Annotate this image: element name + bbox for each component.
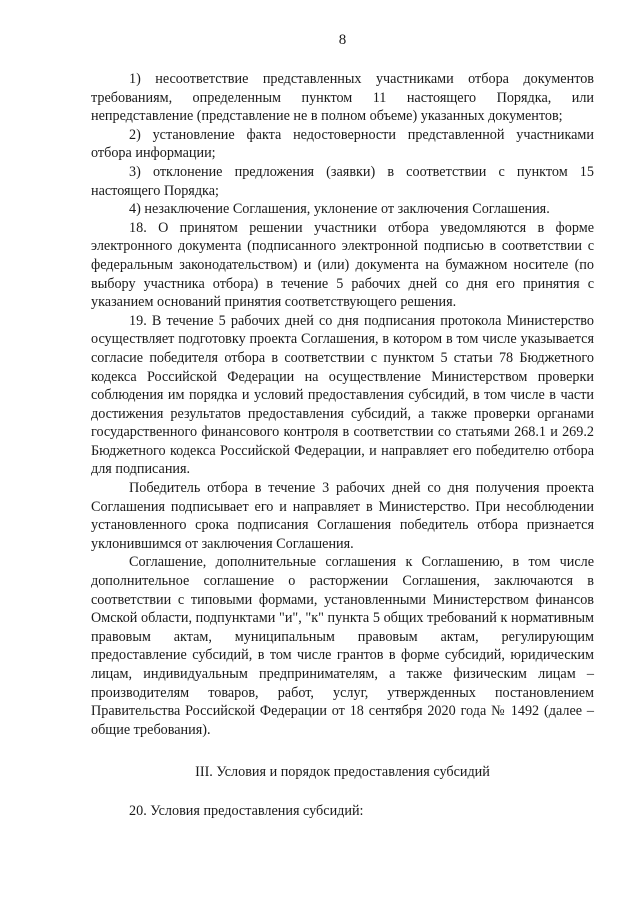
paragraph-clause-19: 19. В течение 5 рабочих дней со дня подписания протокола Министерство осуществляет подготовку проекта Соглашения, в котором в том числе указывается согласие победителя отбора в соответствии с пунктом 5 статьи 78 Бюджетного кодекса Российской Федерации на осуществление Министерством проверки соблюдения им порядка и условий предоставления субсидий, в том числе в части достижения результатов предоставления субсидий, а также проверки органами государственного финансового контроля в соответствии со статьями 268.1 и 269.2 Бюджетного кодекса Российской Федерации, и направляет его победителю отбора для подписания. <box>91 312 594 478</box>
document-body <box>91 70 594 821</box>
paragraph-item-3: 3) отклонение предложения (заявки) в соответствии с пунктом 15 настоящего Порядка; <box>91 163 594 199</box>
paragraph-winner-signing: Победитель отбора в течение 3 рабочих дней со дня получения проекта Соглашения подписывает его и направляет в Министерство. При несоблюдении установленного срока подписания Соглашения победитель отбора признается уклонившимся от заключения Соглашения. <box>91 480 594 552</box>
paragraph-item-4: 4) незаключение Соглашения, уклонение от заключения Соглашения. <box>129 201 550 218</box>
paragraph-agreement-forms: Соглашение, дополнительные соглашения к Соглашению, в том числе дополнительное соглашение о расторжении Соглашения, заключаются в соответствии с типовыми формами, установленными Министерством финансов Омской области, подпунктами "и", "к" пункта 5 общих требований к нормативным правовым актам, муниципальным правовым актам, регулирующим предоставление субсидий, в том числе грантов в форме субсидий, юридическим лицам, индивидуальным предпринимателям, а также физическим лицам – производителям товаров, работ, услуг, утвержденных постановлением Правительства Российской Федерации от 18 сентября 2020 года № 1492 (далее – общие требования). <box>91 554 594 738</box>
page-number: 8 <box>338 32 347 48</box>
paragraph-item-2: 2) установление факта недостоверности представленной участниками отбора информации; <box>91 126 594 162</box>
section-heading: III. Условия и порядок предоставления субсидий <box>195 764 490 781</box>
paragraph-clause-20: 20. Условия предоставления субсидий: <box>129 802 364 819</box>
paragraph-clause-18: 18. О принятом решении участники отбора уведомляются в форме электронного документа (подписанного электронной подписью в соответствии с федеральным законодательством) и (или) документа на бумажном носителе (по выбору участника отбора) в течение 5 рабочих дней со дня его принятия с указанием оснований принятия соответствующего решения. <box>91 219 594 311</box>
paragraph-item-1: 1) несоответствие представленных участниками отбора документов требованиям, определенным пунктом 11 настоящего Порядка, или непредставление (представление не в полном объеме) указанных документов; <box>91 71 594 125</box>
